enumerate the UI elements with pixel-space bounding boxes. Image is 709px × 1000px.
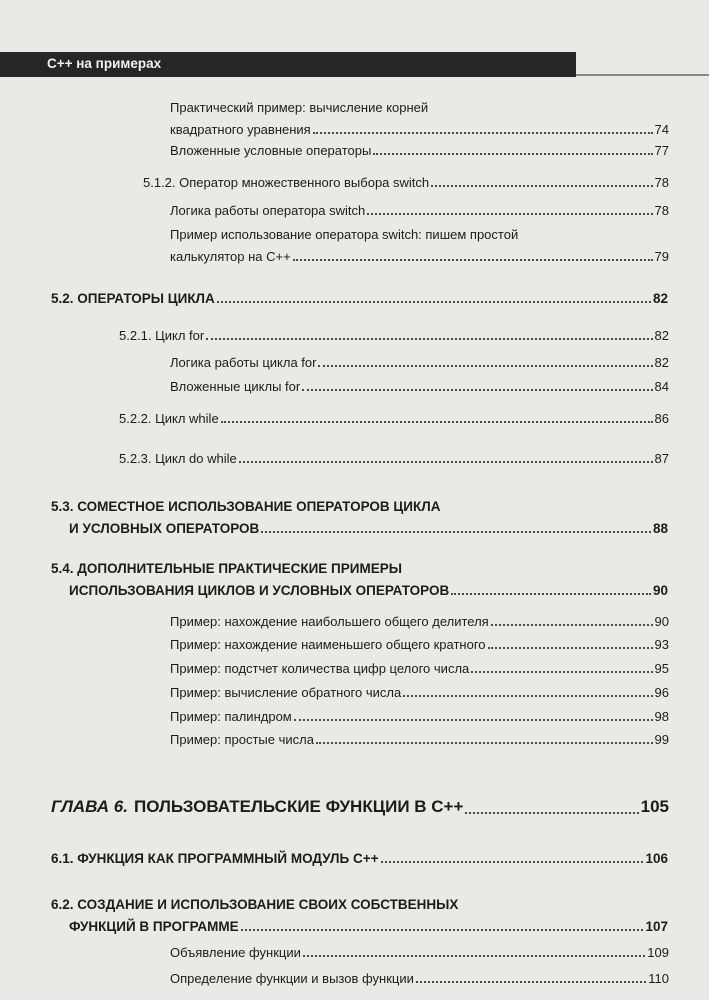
- toc-entry-line: [69, 916, 668, 934]
- dot-leader: [316, 742, 653, 744]
- dot-leader: [239, 461, 653, 463]
- toc-entry-title: 5.4. ДОПОЛНИТЕЛЬНЫЕ ПРАКТИЧЕСКИЕ ПРИМЕРЫ: [51, 561, 402, 576]
- toc-entry-line: [170, 97, 669, 115]
- toc-entry: [170, 729, 669, 751]
- toc-entry: [51, 288, 668, 310]
- toc-entry: [119, 325, 669, 345]
- page-number: 93: [654, 637, 669, 652]
- toc-entry-line: [170, 376, 669, 394]
- toc-entry-line: [51, 894, 668, 912]
- toc-entry-line: [51, 799, 669, 817]
- chapter-label: ГЛАВА 6.: [51, 797, 128, 816]
- page-number: 77: [654, 143, 669, 158]
- toc-entry-title: квадратного уравнения: [170, 122, 311, 137]
- toc-entry: [170, 942, 669, 964]
- dot-leader: [318, 365, 652, 367]
- header-rule: [576, 74, 709, 76]
- toc-entry-title: ПОЛЬЗОВАТЕЛЬСКИЕ ФУНКЦИИ В С++: [133, 797, 464, 816]
- page-number: 78: [654, 175, 669, 190]
- toc-entry-line: [51, 288, 668, 306]
- toc-entry-title: калькулятор на С++: [170, 249, 291, 264]
- toc-entry-line: [170, 968, 669, 986]
- toc-entry-line: [69, 518, 668, 536]
- toc-entry: [51, 558, 668, 602]
- page-number: 95: [654, 661, 669, 676]
- toc-entry-title: Пример: вычисление обратного числа: [170, 685, 402, 700]
- dot-leader: [302, 389, 652, 391]
- page-number: 90: [654, 614, 669, 629]
- toc-entry-title: ФУНКЦИЙ В ПРОГРАММЕ: [69, 919, 239, 934]
- toc-entry: [119, 408, 669, 428]
- toc-entry: [170, 706, 669, 728]
- toc-entry: [170, 200, 669, 222]
- dot-leader: [293, 259, 653, 261]
- toc-entry-line: [119, 325, 669, 343]
- toc-entry-line: [170, 729, 669, 747]
- toc-entry: [51, 799, 669, 823]
- toc-entry-line: [170, 682, 669, 700]
- toc-entry-title: 5.2.3. Цикл do while: [119, 451, 237, 466]
- toc-entry: [143, 172, 669, 192]
- dot-leader: [491, 624, 653, 626]
- page-number: 78: [654, 203, 669, 218]
- dot-leader: [431, 185, 652, 187]
- toc-entry: [119, 448, 669, 468]
- page-number: 107: [645, 919, 668, 934]
- toc-entry-line: [170, 246, 669, 264]
- page-number: 90: [652, 583, 668, 598]
- page-number: 86: [654, 411, 669, 426]
- toc-entry-title: Пример: нахождение наименьшего общего кратного: [170, 637, 486, 652]
- toc-entry: [170, 658, 669, 680]
- toc-entry-title: 5.1.2. Оператор множественного выбора switch: [143, 175, 430, 190]
- dot-leader: [465, 812, 638, 814]
- dot-leader: [303, 955, 645, 957]
- page-number: 109: [647, 945, 669, 960]
- page-number: 105: [640, 797, 669, 816]
- toc-entry: [51, 848, 668, 870]
- dot-leader: [206, 338, 652, 340]
- page-number: 106: [645, 851, 668, 866]
- toc-entry: [51, 496, 668, 540]
- toc-entry-title: Логика работы цикла for: [170, 355, 317, 370]
- dot-leader: [403, 695, 652, 697]
- toc-entry-line: [170, 200, 669, 218]
- page-number: 82: [652, 291, 668, 306]
- toc-entry-title: 5.2.2. Цикл while: [119, 411, 219, 426]
- toc-entry-title: 5.2. ОПЕРАТОРЫ ЦИКЛА: [51, 291, 215, 306]
- toc-entry-line: [170, 352, 669, 370]
- dot-leader: [381, 861, 644, 863]
- dot-leader: [416, 981, 646, 983]
- toc-entry-title: Пример: простые числа: [170, 732, 314, 747]
- toc-entry-line: [170, 706, 669, 724]
- toc-entry-line: [51, 848, 668, 866]
- dot-leader: [261, 531, 651, 533]
- toc-entry: [51, 894, 668, 938]
- toc-entry-title: Пример: подстчет количества цифр целого числа: [170, 661, 470, 676]
- toc-entry-line: [51, 496, 668, 514]
- toc-entry-title: Определение функции и вызов функции: [170, 971, 414, 986]
- toc-entry-line: [170, 611, 669, 629]
- toc-entry-line: [119, 408, 669, 426]
- dot-leader: [221, 421, 653, 423]
- dot-leader: [451, 593, 651, 595]
- toc-entry-line: [170, 658, 669, 676]
- page-number: 84: [654, 379, 669, 394]
- toc-entry-title: Пример использование оператора switch: пишем простой: [170, 227, 519, 242]
- toc-entry-title: Вложенные циклы for: [170, 379, 301, 394]
- running-header-title: C++ на примерах: [47, 56, 162, 71]
- dot-leader: [241, 929, 644, 931]
- toc-entry-line: [170, 224, 669, 242]
- toc-entry-line: [119, 448, 669, 466]
- dot-leader: [488, 647, 653, 649]
- toc-entry-line: [69, 580, 668, 598]
- toc-entry: [170, 140, 669, 162]
- toc-entry-line: [143, 172, 669, 190]
- page-number: 82: [654, 355, 669, 370]
- toc-entry: [170, 968, 669, 990]
- toc-entry: [170, 682, 669, 704]
- page-number: 79: [654, 249, 669, 264]
- toc-entry: [170, 376, 669, 398]
- toc-entry-title: Пример: нахождение наибольшего общего делителя: [170, 614, 489, 629]
- toc-entry-line: [170, 119, 669, 137]
- toc-entry: [170, 224, 669, 268]
- toc-entry-title: Пример: палиндром: [170, 709, 292, 724]
- toc-entry-title: Логика работы оператора switch: [170, 203, 366, 218]
- toc-entry-title: ИСПОЛЬЗОВАНИЯ ЦИКЛОВ И УСЛОВНЫХ ОПЕРАТОРОВ: [69, 583, 450, 598]
- running-header: [0, 52, 576, 77]
- toc-entry-title: Практический пример: вычисление корней: [170, 100, 429, 115]
- toc-entry-title: 6.2. СОЗДАНИЕ И ИСПОЛЬЗОВАНИЕ СВОИХ СОБСТВЕННЫХ: [51, 897, 459, 912]
- dot-leader: [313, 132, 653, 134]
- toc-entry-line: [170, 942, 669, 960]
- dot-leader: [217, 301, 651, 303]
- toc-entry-line: [170, 634, 669, 652]
- dot-leader: [373, 153, 652, 155]
- page-number: 110: [648, 971, 669, 986]
- page-number: 82: [654, 328, 669, 343]
- dot-leader: [367, 213, 652, 215]
- toc-entry: [170, 97, 669, 141]
- dot-leader: [294, 719, 653, 721]
- toc-entry-title: Объявление функции: [170, 945, 301, 960]
- toc-entry-line: [170, 140, 669, 158]
- page-number: 88: [652, 521, 668, 536]
- page-number: 99: [654, 732, 669, 747]
- toc-entry-title: 6.1. ФУНКЦИЯ КАК ПРОГРАММНЫЙ МОДУЛЬ С++: [51, 851, 379, 866]
- page-number: 98: [654, 709, 669, 724]
- toc-entry-title: И УСЛОВНЫХ ОПЕРАТОРОВ: [69, 521, 260, 536]
- toc-entry: [170, 352, 669, 374]
- toc-entry-line: [51, 558, 668, 576]
- toc-entry-title: 5.2.1. Цикл for: [119, 328, 205, 343]
- page-number: 74: [654, 122, 669, 137]
- toc-entry: [170, 611, 669, 633]
- page-number: 87: [654, 451, 669, 466]
- toc-entry-title: Вложенные условные операторы: [170, 143, 372, 158]
- dot-leader: [471, 671, 652, 673]
- toc-entry: [170, 634, 669, 656]
- page-number: 96: [654, 685, 669, 700]
- toc-entry-title: 5.3. СОМЕСТНОЕ ИСПОЛЬЗОВАНИЕ ОПЕРАТОРОВ ЦИКЛА: [51, 499, 441, 514]
